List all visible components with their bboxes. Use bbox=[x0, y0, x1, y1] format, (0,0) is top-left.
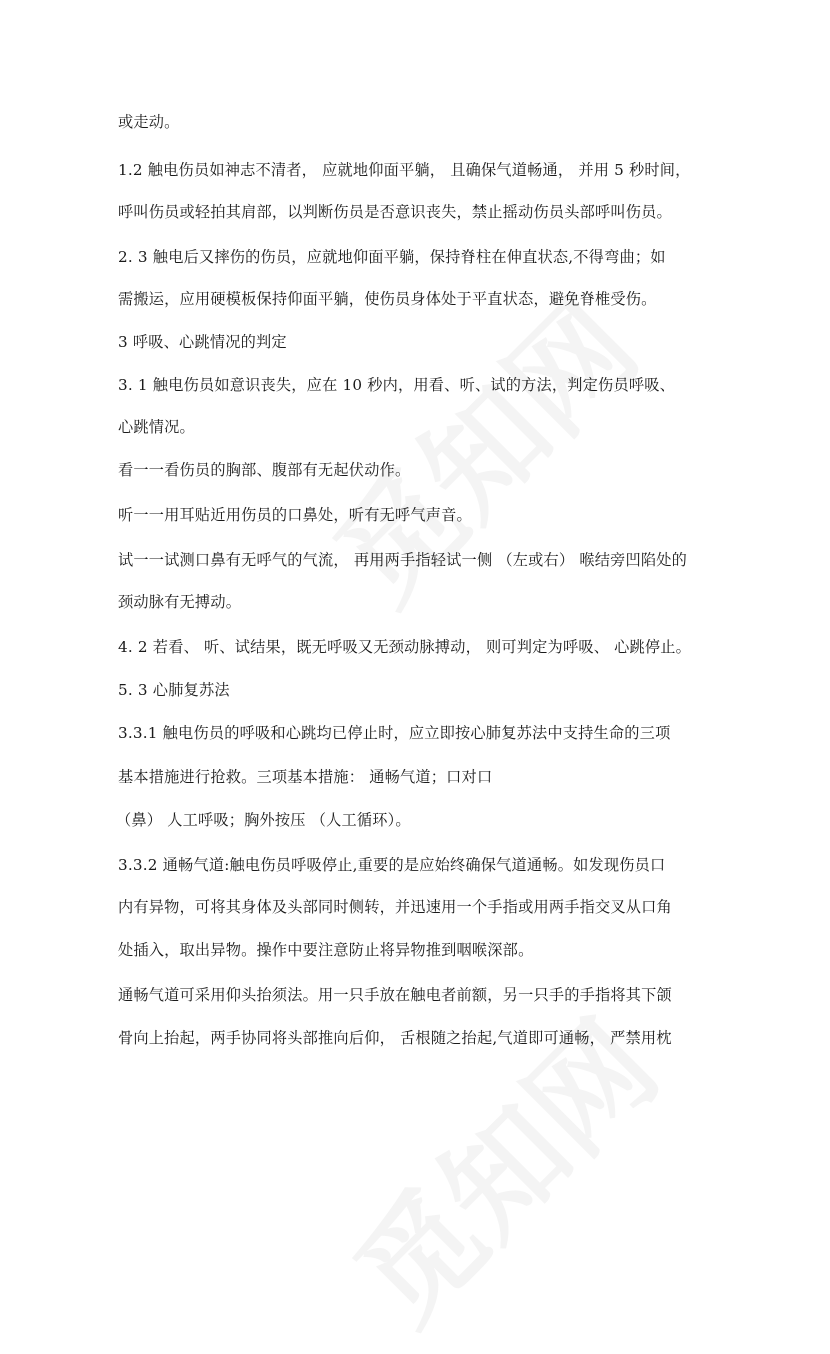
text-line: 听一一用耳贴近用伤员的口鼻处，听有无呼气声音。 bbox=[118, 506, 472, 524]
text-line: 3. 1 触电伤员如意识丧失，应在 10 秒内，用看、听、试的方法，判定伤员呼吸、 bbox=[118, 376, 675, 394]
text-line: 或走动。 bbox=[118, 113, 180, 131]
text-line: 3.3.1 触电伤员的呼吸和心跳均已停止时，应立即按心肺复苏法中支持生命的三项 bbox=[118, 724, 671, 742]
text-line: 内有异物，可将其身体及头部同时侧转，并迅速用一个手指或用两手指交叉从口角 bbox=[118, 898, 672, 916]
text-line: 看一一看伤员的胸部、腹部有无起伏动作。 bbox=[118, 461, 411, 479]
text-line: 2. 3 触电后又摔伤的伤员，应就地仰面平躺，保持脊柱在伸直状态,不得弯曲；如 bbox=[118, 248, 666, 266]
watermark bbox=[292, 258, 668, 634]
section-heading: 3 呼吸、心跳情况的判定 bbox=[118, 333, 287, 351]
text-line: 需搬运，应用硬模板保持仰面平躺，使伤员身体处于平直状态，避免脊椎受伤。 bbox=[118, 290, 657, 308]
text-line: 处插入，取出异物。操作中要注意防止将异物推到咽喉深部。 bbox=[118, 941, 534, 959]
text-line: 1.2 触电伤员如神志不清者， 应就地仰面平躺， 且确保气道畅通， 并用 5 秒时间， bbox=[118, 161, 691, 179]
text-line: 试一一试测口鼻有无呼气的气流， 再用两手指轻试一侧 （左或右） 喉结旁凹陷处的 bbox=[118, 551, 688, 569]
text-line: 心跳情况。 bbox=[118, 418, 195, 436]
section-heading: 5. 3 心肺复苏法 bbox=[118, 681, 230, 699]
text-line: 3.3.2 通畅气道:触电伤员呼吸停止,重要的是应始终确保气道通畅。如发现伤员口 bbox=[118, 856, 666, 874]
text-line: （鼻） 人工呼吸；胸外按压 （人工循环）。 bbox=[116, 811, 411, 829]
text-line: 通畅气道可采用仰头抬须法。用一只手放在触电者前额，另一只手的手指将其下颌 bbox=[118, 986, 672, 1004]
text-line: 4. 2 若看、 听、试结果，既无呼吸又无颈动脉搏动， 则可判定为呼吸、 心跳停止。 bbox=[118, 638, 692, 656]
text-line: 呼叫伤员或轻拍其肩部，以判断伤员是否意识丧失，禁止摇动伤员头部呼叫伤员。 bbox=[118, 203, 672, 221]
text-line: 颈动脉有无搏动。 bbox=[118, 593, 242, 611]
text-line: 基本措施进行抢救。三项基本措施： 通畅气道；口对口 bbox=[118, 768, 493, 786]
text-line: 骨向上抬起，两手协同将头部推向后仰， 舌根随之抬起,气道即可通畅， 严禁用枕 bbox=[118, 1029, 672, 1047]
